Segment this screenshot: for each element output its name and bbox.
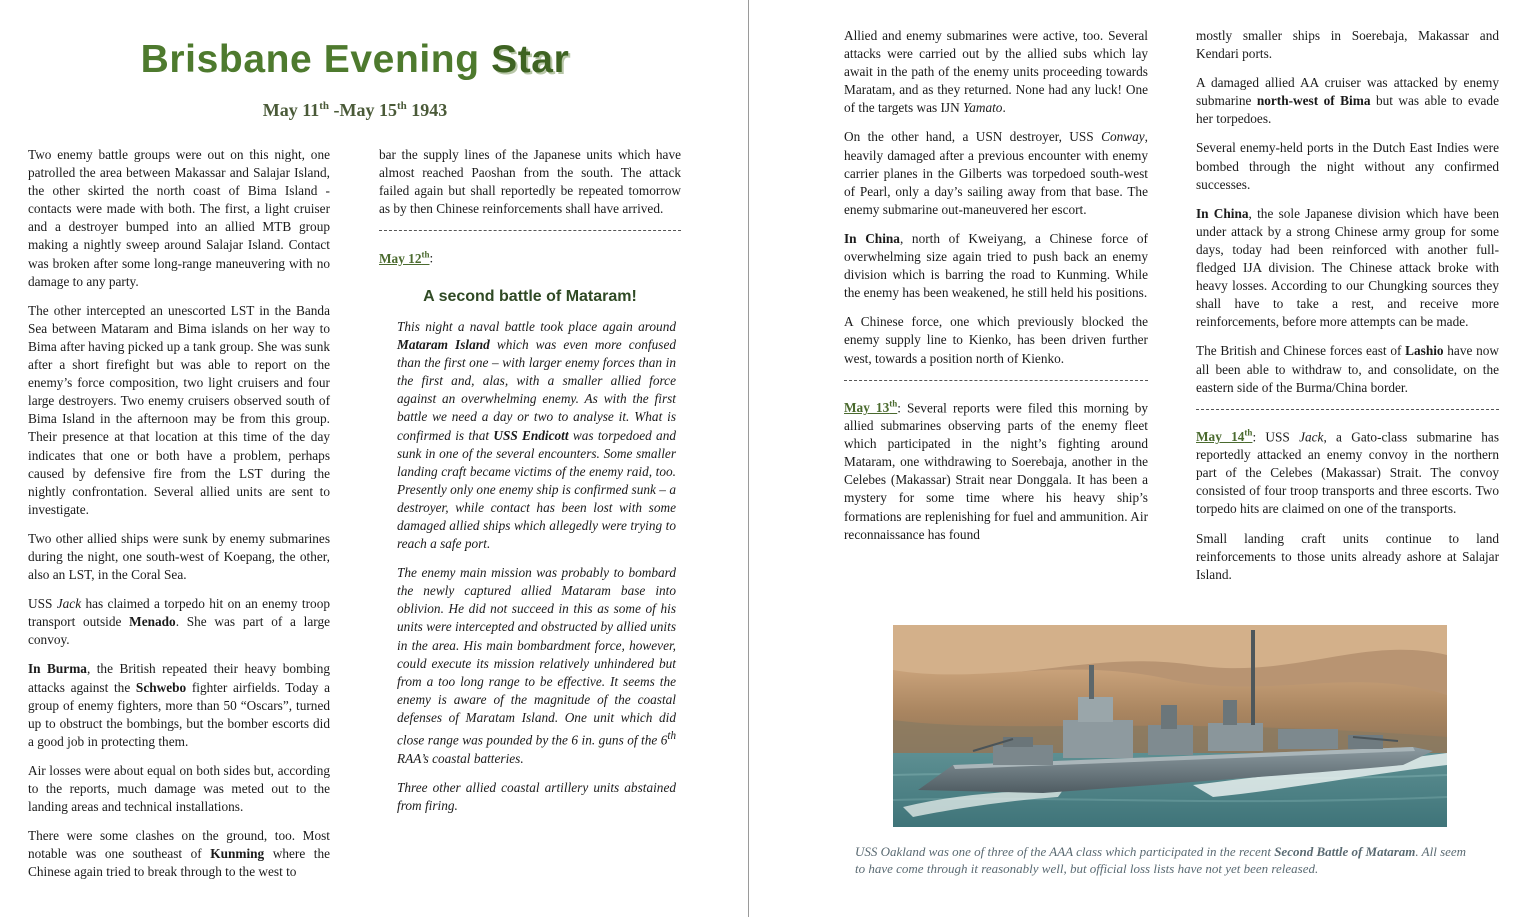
article-headline: A second battle of Mataram!	[423, 287, 637, 305]
article-paragraph: May 14th: USS Jack, a Gato-class submarine has reportedly attacked an enemy convoy in the northern part of the Celebes (Makassar) Strait. The convoy consisted of four troop transports and three escorts. Two torpedo hits are claimed on one of the transports.	[1196, 427, 1500, 517]
article-paragraph: In China, the sole Japanese division which have been under attack by a strong Chinese army group for some days, today had been reinforced with another full-fledged IJA division. The Chinese attack broke with heavy losses. According to our Chungking sources they shall have to take a rest, and receive more reinforcements, before more attempts can be made.	[1196, 205, 1499, 330]
article-paragraph: Several enemy-held ports in the Dutch East Indies were bombed through the night without any confirmed successes.	[1196, 140, 1499, 192]
article-paragraph: Three other allied coastal artillery units abstained from firing.	[397, 779, 676, 813]
article-paragraph: USS Jack has claimed a torpedo hit on an enemy troop transport outside Menado. She was part of a large convoy.	[28, 596, 330, 648]
section-divider	[1196, 409, 1499, 410]
column-1	[28, 146, 330, 892]
column-3	[844, 27, 1148, 555]
article-paragraph: In Burma, the British repeated their heavy bombing attacks against the Schwebo fighter airfields. Today a group of enemy fighters, more than 50 “Oscars”, turned up to obstruct the bombings, but the bomber escorts did a good job in protecting them.	[28, 661, 330, 749]
article-paragraph: A damaged allied AA cruiser was attacked by enemy submarine north-west of Bima but was able to evade her torpedoes.	[1196, 75, 1499, 127]
section-divider	[379, 230, 681, 231]
article-paragraph: mostly smaller ships in Soerebaja, Makassar and Kendari ports.	[1196, 28, 1499, 62]
article-paragraph: In China, north of Kweiyang, a Chinese force of overwhelming size again tried to push back an enemy division which is barring the road to Kunming. While the enemy has been weakened, he still held his positions.	[844, 230, 1148, 301]
date-heading-may-12: May 12th:	[379, 249, 434, 266]
masthead-title-part1: Brisbane Evening	[140, 38, 480, 81]
article-paragraph: On the other hand, a USN destroyer, USS Conway, heavily damaged after a previous encounter with enemy carrier planes in the Gilberts was torpedoed south-west of Pearl, only a day’s sailing away from that base. The enemy submarine out-maneuvered her escort.	[844, 129, 1148, 217]
article-paragraph: Two other allied ships were sunk by enemy submarines during the night, one south-west of Koepang, the other, also an LST, in the Coral Sea.	[28, 530, 330, 583]
article-paragraph: This night a naval battle took place again around Mataram Island which was even more confused than the first one – with larger enemy forces than in the first and, alas, with a smaller allied force against an overwhelming enemy. As with the first battle we need a day or two to analyse it. What is confirmed is that USS Endicott was torpedoed and sunk in one of the several encounters. Some smaller landing craft became victims of the enemy raid, too. Presently only one enemy ship is confirmed sunk – a destroyer, while contact has been lost with some damaged allied ships which allegedly were trying to reach a safe port.	[397, 318, 676, 552]
article-paragraph: The enemy main mission was probably to bombard the newly captured allied Mataram base into oblivion. He did not succeed in this as some of his units were intercepted and obstructed by allied units in the area. His main bombardment force, however, could execute its mission relatively unhindered but from a too long range to be effective. It seems the enemy is aware of the magnitude of the coastal defenses of Maratam Island. One unit which did close range was pounded by the 6 in. guns of the 6th RAA’s coastal batteries.	[397, 565, 676, 766]
article-paragraph: The British and Chinese forces east of Lashio have now all been able to withdraw to, and consolidate, on the eastern side of the Burma/China border.	[1196, 343, 1499, 395]
article-paragraph: Allied and enemy submarines were active, too. Several attacks were carried out by the allied subs which lay await in the path of the enemy units proceeding towards Maratam, and as they returned. None had any luck! One of the targets was IJN Yamato.	[844, 28, 1148, 116]
page-spine	[748, 0, 749, 917]
masthead-title	[28, 38, 682, 82]
article-paragraph: Two enemy battle groups were out on this night, one patrolled the area between Makassar and Salajar Island, the other skirted the north coast of Bima Island - contacts were made with both. The first, a light cruiser and a destroyer bumped into an allied MTB group making a nightly sweep around Salajar Island. Contact was broken after some long-range maneuvering with no damage to any party.	[28, 147, 330, 289]
battle-report	[379, 318, 681, 815]
article-paragraph: bar the supply lines of the Japanese units which have almost reached Paoshan from the south. The attack failed again but shall reportedly be repeated tomorrow as by then Chinese reinforcements shall have arrived.	[379, 147, 681, 217]
warship-photo	[893, 625, 1447, 827]
issue-date-range: May 11th -May 15th 1943	[262, 100, 448, 120]
article-paragraph: Air losses were about equal on both sides but, according to the reports, much damage was meted out to the landing areas and technical installations.	[28, 762, 330, 815]
column-2	[379, 146, 681, 826]
article-paragraph: May 13th: Several reports were filed this morning by allied submarines observing parts of the enemy fleet which participated in the night’s fighting around Mataram, one withdrawing to Soerebaja, another in the Celebes (Makassar) Strait near Donggala. It has been a mystery for some time where his heavy ship’s formations are replenishing for fuel and ammunition. Air reconnaissance has found	[844, 398, 1148, 542]
article-paragraph: Small landing craft units continue to land reinforcements to those units already ashore at Salajar Island.	[1196, 530, 1499, 582]
article-paragraph: A Chinese force, one which previously blocked the enemy supply line to Kienko, has been driven further west, towards a position north of Kienko.	[844, 314, 1148, 366]
section-divider	[844, 380, 1148, 381]
masthead-title-star: Star	[491, 38, 570, 81]
article-paragraph: The other intercepted an unescorted LST in the Banda Sea between Mataram and Bima islands on her way to Bima after having picked up a tank group. She was sunk after a short firefight but was able to report on the enemy’s force composition, two light cruisers and four large destroyers. Two enemy cruisers observed south of Bima Island in the afternoon may be from this group. Their presence at that location at this time of the day indicates that one or both have a problem, perhaps caused by defensive fire from the LST during the nightly confrontation. Several allied units are sent to investigate.	[28, 302, 330, 517]
photo-caption: USS Oakland was one of three of the AAA class which participated in the recent Second Battle of Mataram. All seem to have come through it reasonably well, but official loss lists have not yet been released.	[855, 844, 1467, 876]
column-4	[1196, 27, 1499, 595]
article-paragraph: There were some clashes on the ground, too. Most notable was one southeast of Kunming where the Chinese again tried to break through to the west to	[28, 828, 330, 880]
